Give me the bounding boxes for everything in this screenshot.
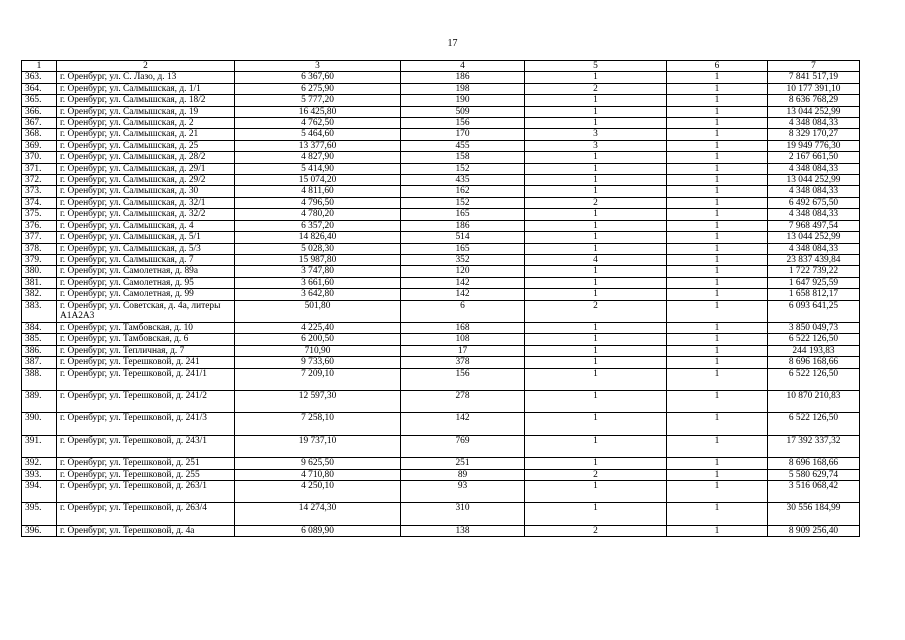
table-cell-col-7: 244 193,83: [768, 345, 860, 356]
table-cell-col-5: 1: [525, 413, 667, 435]
table-cell-col-1: 394.: [22, 480, 57, 502]
table-cell-col-2: г. Оренбург, ул. Салмышская, д. 7: [57, 254, 235, 265]
table-cell-col-3: 4 796,50: [235, 197, 401, 208]
table-cell-col-5: 1: [525, 232, 667, 243]
table-cell-col-5: 1: [525, 186, 667, 197]
table-cell-col-4: 120: [401, 266, 525, 277]
table-cell-col-2: г. Оренбург, ул. Терешковой, д. 263/4: [57, 503, 235, 525]
table-cell-col-5: 2: [525, 83, 667, 94]
table-cell-col-1: 368.: [22, 129, 57, 140]
table-cell-col-6: 1: [667, 243, 768, 254]
table-cell-col-6: 1: [667, 300, 768, 322]
table-cell-col-5: 1: [525, 480, 667, 502]
table-cell-col-3: 5 777,20: [235, 95, 401, 106]
table-cell-col-7: 17 392 337,32: [768, 435, 860, 457]
table-cell-col-5: 1: [525, 175, 667, 186]
table-cell-col-3: 7 209,10: [235, 368, 401, 390]
table-cell-col-3: 6 357,20: [235, 220, 401, 231]
table-cell-col-6: 1: [667, 163, 768, 174]
table-cell-col-7: 3 850 049,73: [768, 322, 860, 333]
table-body: [22, 72, 860, 537]
table-cell-col-6: 1: [667, 334, 768, 345]
table-cell-col-5: 2: [525, 469, 667, 480]
table-cell-col-5: 1: [525, 357, 667, 368]
table-cell-col-4: 251: [401, 458, 525, 469]
table-cell-col-4: 165: [401, 209, 525, 220]
table-cell-col-6: 1: [667, 289, 768, 300]
table-cell-col-6: 1: [667, 118, 768, 129]
table-row: [22, 220, 860, 231]
table-cell-col-7: 4 348 084,33: [768, 186, 860, 197]
header-col-3: 3: [235, 61, 401, 72]
page-number: 17: [447, 38, 458, 49]
header-row: [22, 61, 860, 72]
table-row: [22, 322, 860, 333]
table-row: [22, 83, 860, 94]
table-cell-col-7: 7 841 517,19: [768, 72, 860, 83]
table-cell-col-6: 1: [667, 197, 768, 208]
table-cell-col-2: г. Оренбург, ул. Салмышская, д. 28/2: [57, 152, 235, 163]
table-cell-col-2: г. Оренбург, ул. Салмышская, д. 32/2: [57, 209, 235, 220]
table-row: [22, 254, 860, 265]
table-cell-col-2: г. Оренбург, ул. Салмышская, д. 25: [57, 140, 235, 151]
table-cell-col-7: 7 968 497,54: [768, 220, 860, 231]
table-cell-col-5: 1: [525, 345, 667, 356]
table-cell-col-7: 6 522 126,50: [768, 368, 860, 390]
table-cell-col-3: 6 200,50: [235, 334, 401, 345]
table-cell-col-6: 1: [667, 220, 768, 231]
table-cell-col-4: 769: [401, 435, 525, 457]
header-col-1: 1: [22, 61, 57, 72]
table-cell-col-1: 375.: [22, 209, 57, 220]
table-row: [22, 106, 860, 117]
header-col-6: 6: [667, 61, 768, 72]
table-cell-col-6: 1: [667, 175, 768, 186]
table-cell-col-3: 14 274,30: [235, 503, 401, 525]
table-cell-col-4: 514: [401, 232, 525, 243]
table-cell-col-1: 378.: [22, 243, 57, 254]
table-cell-col-4: 310: [401, 503, 525, 525]
table-cell-col-4: 142: [401, 289, 525, 300]
table-row: [22, 140, 860, 151]
table-cell-col-7: 4 348 084,33: [768, 243, 860, 254]
table-cell-col-7: 8 329 170,27: [768, 129, 860, 140]
table-cell-col-3: 6 089,90: [235, 525, 401, 536]
table-cell-col-2: г. Оренбург, ул. Салмышская, д. 32/1: [57, 197, 235, 208]
table-cell-col-1: 377.: [22, 232, 57, 243]
table-cell-col-4: 509: [401, 106, 525, 117]
table-cell-col-6: 1: [667, 186, 768, 197]
table-cell-col-3: 3 661,60: [235, 277, 401, 288]
table-cell-col-2: г. Оренбург, ул. Салмышская, д. 1/1: [57, 83, 235, 94]
table-cell-col-1: 366.: [22, 106, 57, 117]
table-cell-col-5: 1: [525, 390, 667, 412]
table-cell-col-3: 9 733,60: [235, 357, 401, 368]
table-cell-col-6: 1: [667, 322, 768, 333]
table-cell-col-1: 364.: [22, 83, 57, 94]
table-cell-col-7: 6 522 126,50: [768, 334, 860, 345]
table-cell-col-5: 1: [525, 243, 667, 254]
table-cell-col-2: г. Оренбург, ул. Самолетная, д. 99: [57, 289, 235, 300]
table-cell-col-4: 162: [401, 186, 525, 197]
table-cell-col-2: г. Оренбург, ул. Тамбовская, д. 10: [57, 322, 235, 333]
housing-registry-table: [21, 60, 860, 537]
table-cell-col-6: 1: [667, 152, 768, 163]
table-cell-col-4: 158: [401, 152, 525, 163]
table-cell-col-1: 389.: [22, 390, 57, 412]
table-row: [22, 129, 860, 140]
table-cell-col-6: 1: [667, 106, 768, 117]
table-cell-col-3: 4 811,60: [235, 186, 401, 197]
table-cell-col-3: 4 710,80: [235, 469, 401, 480]
table-cell-col-2: г. Оренбург, ул. Салмышская, д. 29/2: [57, 175, 235, 186]
table-cell-col-7: 6 522 126,50: [768, 413, 860, 435]
table-row: [22, 95, 860, 106]
table-cell-col-2: г. Оренбург, ул. Салмышская, д. 29/1: [57, 163, 235, 174]
table-cell-col-5: 1: [525, 72, 667, 83]
table-row: [22, 345, 860, 356]
table-cell-col-6: 1: [667, 277, 768, 288]
table-cell-col-5: 2: [525, 525, 667, 536]
table-cell-col-3: 5 464,60: [235, 129, 401, 140]
table-cell-col-1: 388.: [22, 368, 57, 390]
table-cell-col-1: 391.: [22, 435, 57, 457]
table-cell-col-1: 380.: [22, 266, 57, 277]
table-cell-col-2: г. Оренбург, ул. Салмышская, д. 30: [57, 186, 235, 197]
header-col-5: 5: [525, 61, 667, 72]
table-cell-col-3: 5 028,30: [235, 243, 401, 254]
table-cell-col-5: 1: [525, 95, 667, 106]
table-cell-col-5: 1: [525, 152, 667, 163]
table-cell-col-4: 142: [401, 277, 525, 288]
table-cell-col-5: 1: [525, 435, 667, 457]
table-cell-col-1: 371.: [22, 163, 57, 174]
table-cell-col-6: 1: [667, 503, 768, 525]
table-cell-col-3: 4 762,50: [235, 118, 401, 129]
table-cell-col-1: 373.: [22, 186, 57, 197]
table-cell-col-7: 1 722 739,22: [768, 266, 860, 277]
table-row: [22, 480, 860, 502]
header-col-2: 2: [57, 61, 235, 72]
table-cell-col-2: г. Оренбург, ул. Салмышская, д. 21: [57, 129, 235, 140]
table-cell-col-6: 1: [667, 357, 768, 368]
table-cell-col-4: 190: [401, 95, 525, 106]
table-cell-col-3: 16 425,80: [235, 106, 401, 117]
table-cell-col-5: 2: [525, 300, 667, 322]
table-cell-col-3: 6 275,90: [235, 83, 401, 94]
table-cell-col-2: г. Оренбург, ул. Самолетная, д. 95: [57, 277, 235, 288]
table-cell-col-7: 13 044 252,99: [768, 106, 860, 117]
table-row: [22, 368, 860, 390]
table-cell-col-7: 2 167 661,50: [768, 152, 860, 163]
table-cell-col-5: 1: [525, 289, 667, 300]
table-cell-col-3: 5 414,90: [235, 163, 401, 174]
header-col-7: 7: [768, 61, 860, 72]
table-cell-col-5: 1: [525, 106, 667, 117]
table-cell-col-5: 1: [525, 266, 667, 277]
table-cell-col-3: 19 737,10: [235, 435, 401, 457]
table-cell-col-6: 1: [667, 140, 768, 151]
table-cell-col-6: 1: [667, 435, 768, 457]
table-cell-col-2: г. Оренбург, ул. Советская, д. 4а, литеры А1А2А3: [57, 300, 235, 322]
table-cell-col-4: 108: [401, 334, 525, 345]
table-cell-col-1: 381.: [22, 277, 57, 288]
table-cell-col-3: 6 367,60: [235, 72, 401, 83]
table-cell-col-6: 1: [667, 72, 768, 83]
table-cell-col-7: 5 580 629,74: [768, 469, 860, 480]
table-cell-col-2: г. Оренбург, ул. Терешковой, д. 241/1: [57, 368, 235, 390]
table-cell-col-2: г. Оренбург, ул. Салмышская, д. 19: [57, 106, 235, 117]
table-cell-col-2: г. Оренбург, ул. Терешковой, д. 241/3: [57, 413, 235, 435]
table-cell-col-7: 10 177 391,10: [768, 83, 860, 94]
table-cell-col-7: 1 647 925,59: [768, 277, 860, 288]
table-cell-col-4: 17: [401, 345, 525, 356]
table-cell-col-6: 1: [667, 83, 768, 94]
table-cell-col-7: 6 093 641,25: [768, 300, 860, 322]
table-cell-col-4: 455: [401, 140, 525, 151]
table-cell-col-4: 165: [401, 243, 525, 254]
table-cell-col-6: 1: [667, 390, 768, 412]
table-cell-col-4: 378: [401, 357, 525, 368]
table-cell-col-4: 352: [401, 254, 525, 265]
table-cell-col-4: 89: [401, 469, 525, 480]
table-cell-col-6: 1: [667, 345, 768, 356]
table-row: [22, 197, 860, 208]
table-row: [22, 525, 860, 536]
table-cell-col-7: 30 556 184,99: [768, 503, 860, 525]
table-cell-col-2: г. Оренбург, ул. Терешковой, д. 263/1: [57, 480, 235, 502]
table-cell-col-1: 369.: [22, 140, 57, 151]
table-cell-col-1: 383.: [22, 300, 57, 322]
table-cell-col-7: 1 658 812,17: [768, 289, 860, 300]
table-row: [22, 152, 860, 163]
table-cell-col-7: 10 870 210,83: [768, 390, 860, 412]
table-cell-col-3: 4 225,40: [235, 322, 401, 333]
table-cell-col-5: 1: [525, 277, 667, 288]
table-cell-col-2: г. Оренбург, ул. Терешковой, д. 243/1: [57, 435, 235, 457]
table-row: [22, 390, 860, 412]
table-cell-col-2: г. Оренбург, ул. Терешковой, д. 4а: [57, 525, 235, 536]
table-row: [22, 357, 860, 368]
table-cell-col-3: 7 258,10: [235, 413, 401, 435]
table-row: [22, 277, 860, 288]
table-cell-col-7: 8 696 168,66: [768, 357, 860, 368]
table-cell-col-3: 15 987,80: [235, 254, 401, 265]
table-cell-col-7: 8 909 256,40: [768, 525, 860, 536]
table-cell-col-1: 370.: [22, 152, 57, 163]
table-cell-col-5: 1: [525, 118, 667, 129]
table-cell-col-4: 170: [401, 129, 525, 140]
table-cell-col-5: 1: [525, 458, 667, 469]
table-cell-col-5: 1: [525, 334, 667, 345]
table-cell-col-7: 13 044 252,99: [768, 232, 860, 243]
table-cell-col-3: 13 377,60: [235, 140, 401, 151]
table-row: [22, 413, 860, 435]
table-cell-col-3: 12 597,30: [235, 390, 401, 412]
table-cell-col-2: г. Оренбург, ул. Терешковой, д. 241/2: [57, 390, 235, 412]
table-cell-col-2: г. Оренбург, ул. Салмышская, д. 5/1: [57, 232, 235, 243]
table-cell-col-7: 8 636 768,29: [768, 95, 860, 106]
table-cell-col-5: 2: [525, 197, 667, 208]
table-cell-col-4: 152: [401, 163, 525, 174]
table-cell-col-4: 186: [401, 72, 525, 83]
table-cell-col-6: 1: [667, 368, 768, 390]
table-cell-col-2: г. Оренбург, ул. Тепличная, д. 7: [57, 345, 235, 356]
table-cell-col-6: 1: [667, 413, 768, 435]
table-row: [22, 209, 860, 220]
table-cell-col-4: 142: [401, 413, 525, 435]
table-cell-col-6: 1: [667, 254, 768, 265]
table-cell-col-5: 1: [525, 163, 667, 174]
table-cell-col-2: г. Оренбург, ул. Терешковой, д. 241: [57, 357, 235, 368]
table-cell-col-1: 395.: [22, 503, 57, 525]
table-row: [22, 163, 860, 174]
table-cell-col-3: 4 827,90: [235, 152, 401, 163]
table-cell-col-5: 1: [525, 209, 667, 220]
table-cell-col-3: 15 074,20: [235, 175, 401, 186]
table-row: [22, 175, 860, 186]
table-cell-col-4: 168: [401, 322, 525, 333]
table-cell-col-1: 385.: [22, 334, 57, 345]
table-cell-col-6: 1: [667, 209, 768, 220]
table-cell-col-6: 1: [667, 458, 768, 469]
table-cell-col-4: 278: [401, 390, 525, 412]
table-cell-col-2: г. Оренбург, ул. Салмышская, д. 4: [57, 220, 235, 231]
table-cell-col-4: 93: [401, 480, 525, 502]
table-cell-col-7: 4 348 084,33: [768, 209, 860, 220]
table-cell-col-3: 4 780,20: [235, 209, 401, 220]
table-cell-col-6: 1: [667, 129, 768, 140]
table-row: [22, 232, 860, 243]
table-cell-col-5: 1: [525, 220, 667, 231]
table-cell-col-1: 376.: [22, 220, 57, 231]
table-cell-col-2: г. Оренбург, ул. Терешковой, д. 251: [57, 458, 235, 469]
table-cell-col-2: г. Оренбург, ул. Салмышская, д. 2: [57, 118, 235, 129]
table-cell-col-3: 14 826,40: [235, 232, 401, 243]
table-row: [22, 243, 860, 254]
table-cell-col-1: 379.: [22, 254, 57, 265]
table-cell-col-7: 13 044 252,99: [768, 175, 860, 186]
table-row: [22, 72, 860, 83]
table-cell-col-1: 382.: [22, 289, 57, 300]
table-cell-col-4: 156: [401, 118, 525, 129]
table-cell-col-4: 152: [401, 197, 525, 208]
table-row: [22, 289, 860, 300]
table-cell-col-7: 8 696 168,66: [768, 458, 860, 469]
table-cell-col-1: 393.: [22, 469, 57, 480]
table-cell-col-2: г. Оренбург, ул. Тамбовская, д. 6: [57, 334, 235, 345]
table-cell-col-4: 186: [401, 220, 525, 231]
table-cell-col-7: 4 348 084,33: [768, 118, 860, 129]
table-cell-col-6: 1: [667, 525, 768, 536]
table-cell-col-7: 4 348 084,33: [768, 163, 860, 174]
table-cell-col-2: г. Оренбург, ул. Салмышская, д. 18/2: [57, 95, 235, 106]
table-cell-col-6: 1: [667, 469, 768, 480]
table-cell-col-6: 1: [667, 480, 768, 502]
table-row: [22, 469, 860, 480]
table-cell-col-5: 3: [525, 129, 667, 140]
table-cell-col-4: 156: [401, 368, 525, 390]
table-cell-col-3: 710,90: [235, 345, 401, 356]
table-cell-col-2: г. Оренбург, ул. С. Лазо, д. 13: [57, 72, 235, 83]
table-cell-col-1: 390.: [22, 413, 57, 435]
table-row: [22, 503, 860, 525]
table-cell-col-2: г. Оренбург, ул. Терешковой, д. 255: [57, 469, 235, 480]
table-cell-col-1: 387.: [22, 357, 57, 368]
table-cell-col-2: г. Оренбург, ул. Самолетная, д. 89а: [57, 266, 235, 277]
table-cell-col-7: 3 516 068,42: [768, 480, 860, 502]
table-row: [22, 458, 860, 469]
table-cell-col-6: 1: [667, 232, 768, 243]
table-row: [22, 186, 860, 197]
table-cell-col-1: 392.: [22, 458, 57, 469]
table-cell-col-3: 3 747,80: [235, 266, 401, 277]
table-cell-col-5: 1: [525, 368, 667, 390]
table-cell-col-4: 198: [401, 83, 525, 94]
table-cell-col-3: 501,80: [235, 300, 401, 322]
table-cell-col-6: 1: [667, 95, 768, 106]
table-cell-col-3: 3 642,80: [235, 289, 401, 300]
table-cell-col-1: 396.: [22, 525, 57, 536]
table-cell-col-2: г. Оренбург, ул. Салмышская, д. 5/3: [57, 243, 235, 254]
table-cell-col-4: 138: [401, 525, 525, 536]
table-row: [22, 435, 860, 457]
table-cell-col-1: 363.: [22, 72, 57, 83]
table-cell-col-1: 372.: [22, 175, 57, 186]
table-cell-col-5: 1: [525, 503, 667, 525]
table-cell-col-1: 384.: [22, 322, 57, 333]
table-row: [22, 300, 860, 322]
table-cell-col-5: 4: [525, 254, 667, 265]
table-cell-col-1: 367.: [22, 118, 57, 129]
table-cell-col-5: 1: [525, 322, 667, 333]
table-cell-col-3: 4 250,10: [235, 480, 401, 502]
table-cell-col-6: 1: [667, 266, 768, 277]
table-row: [22, 334, 860, 345]
table-cell-col-5: 3: [525, 140, 667, 151]
table-cell-col-4: 435: [401, 175, 525, 186]
header-col-4: 4: [401, 61, 525, 72]
table-cell-col-1: 365.: [22, 95, 57, 106]
table-cell-col-3: 9 625,50: [235, 458, 401, 469]
table-cell-col-7: 23 837 439,84: [768, 254, 860, 265]
table-row: [22, 266, 860, 277]
table-cell-col-7: 19 949 776,30: [768, 140, 860, 151]
table-row: [22, 118, 860, 129]
table-cell-col-7: 6 492 675,50: [768, 197, 860, 208]
table-cell-col-1: 374.: [22, 197, 57, 208]
table-cell-col-1: 386.: [22, 345, 57, 356]
table-cell-col-4: 6: [401, 300, 525, 322]
